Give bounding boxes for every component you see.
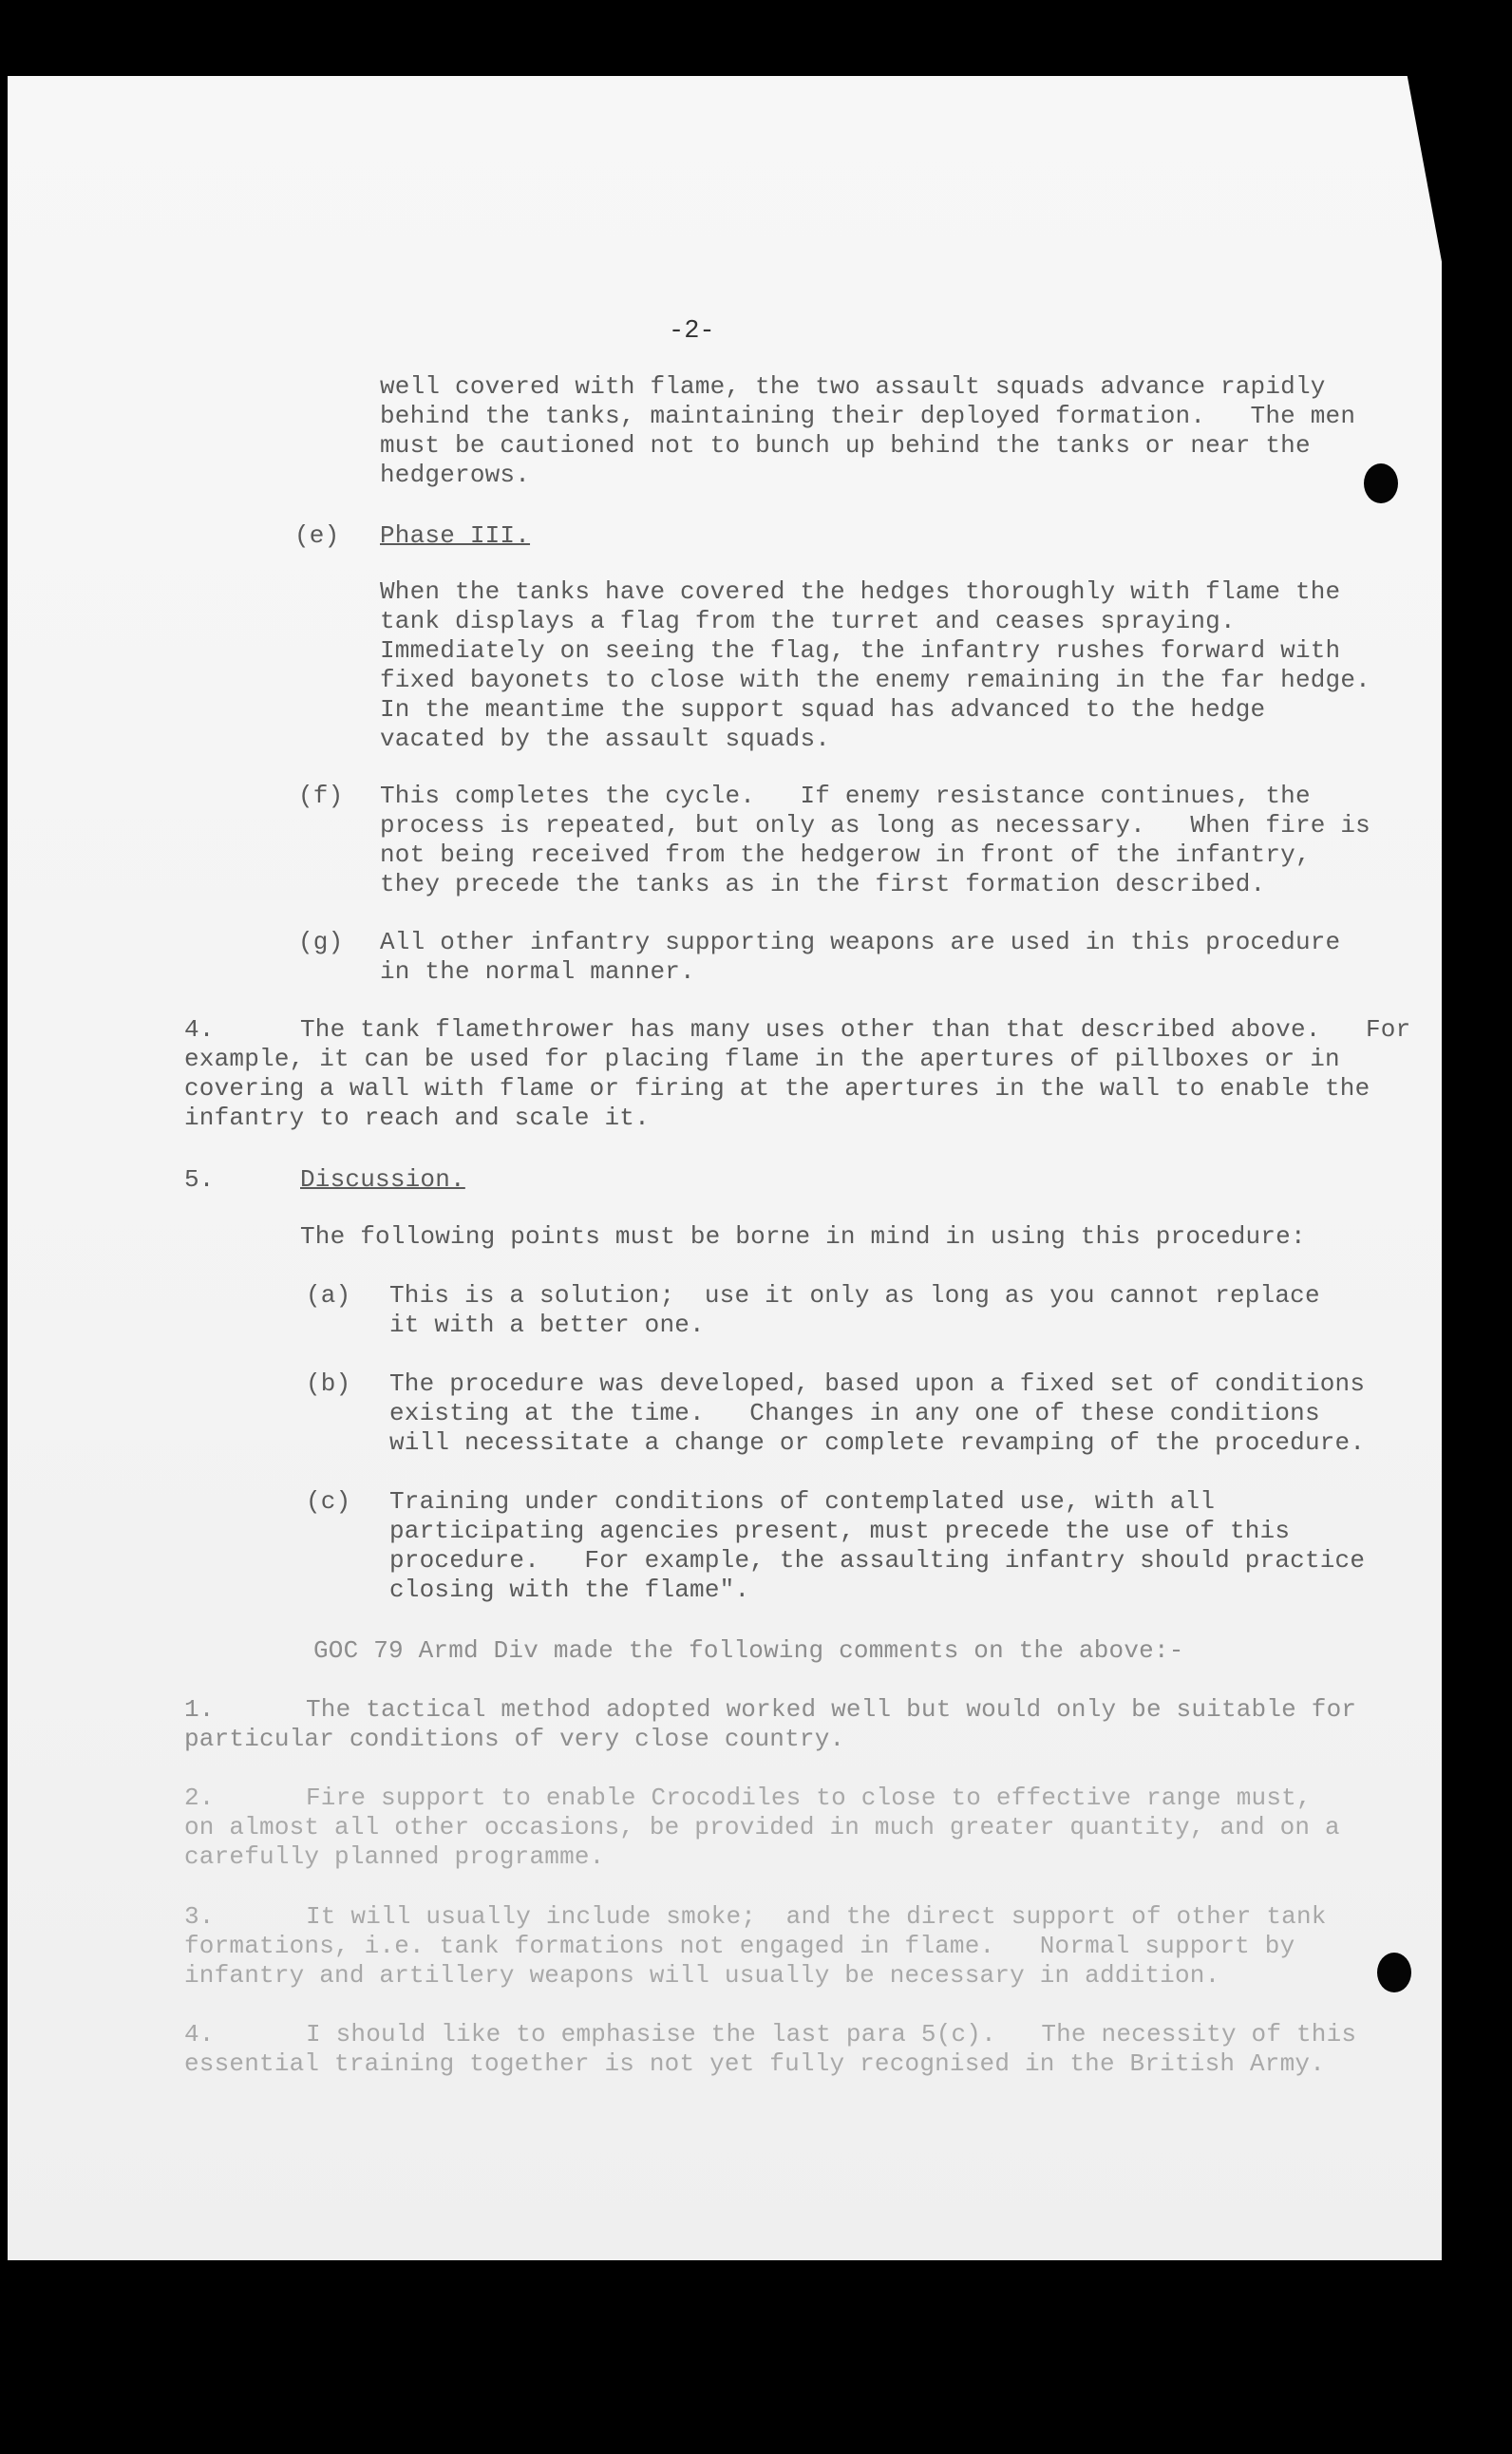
para-marker: 5. [184, 1165, 215, 1194]
text-line: The procedure was developed, based upon a fixed set of conditions [389, 1369, 1366, 1398]
item-marker: (f) [298, 782, 344, 810]
text-line: existing at the time. Changes in any one of these conditions [389, 1399, 1320, 1427]
text-line: it with a better one. [389, 1311, 705, 1339]
text-line: closing with the flame". [389, 1576, 750, 1604]
text-line: tank displays a flag from the turret and ceases spraying. [380, 607, 1236, 635]
text-line: not being received from the hedgerow in front of the infantry, [380, 840, 1311, 869]
item-marker: (a) [306, 1281, 351, 1310]
item-marker: (c) [306, 1487, 351, 1516]
text-line: participating agencies present, must precede the use of this [389, 1517, 1291, 1545]
page-number: -2- [669, 317, 715, 346]
item-marker: (b) [306, 1369, 351, 1398]
text-line: In the meantime the support squad has advanced to the hedge [380, 695, 1266, 724]
section-heading: Discussion. [300, 1165, 465, 1194]
text-line: This is a solution; use it only as long as you cannot replace [389, 1281, 1320, 1310]
text-line: infantry to reach and scale it. [184, 1104, 650, 1132]
text-line: When the tanks have covered the hedges thoroughly with flame the [380, 577, 1341, 606]
item-marker: (e) [294, 521, 340, 550]
text-line: example, it can be used for placing flame in the apertures of pillboxes or in [184, 1045, 1340, 1073]
text-line: All other infantry supporting weapons are used in this procedure [380, 928, 1341, 956]
text-line: infantry and artillery weapons will usually be necessary in addition. [184, 1961, 1220, 1990]
text-line: vacated by the assault squads. [380, 725, 831, 753]
para-marker: 4. [184, 2020, 215, 2048]
text-line: fixed bayonets to close with the enemy remaining in the far hedge. [380, 666, 1370, 694]
text-line: Training under conditions of contemplated use, with all [389, 1487, 1216, 1516]
text-line: will necessitate a change or complete revamping of the procedure. [389, 1428, 1366, 1457]
punch-hole [1364, 463, 1398, 503]
text-line: they precede the tanks as in the first formation described. [380, 870, 1266, 898]
para-marker: 1. [184, 1695, 215, 1724]
para-marker: 4. [184, 1015, 215, 1044]
text-line: carefully planned programme. [184, 1842, 605, 1871]
text-line: This completes the cycle. If enemy resistance continues, the [380, 782, 1311, 810]
text-line: behind the tanks, maintaining their deployed formation. The men [380, 402, 1356, 430]
text-line: I should like to emphasise the last para 5(c). The necessity of this [306, 2020, 1357, 2048]
text-line: It will usually include smoke; and the direct support of other tank [306, 1902, 1327, 1931]
text-line: The tank flamethrower has many uses other than that described above. For [300, 1015, 1411, 1044]
section-heading: Phase III. [380, 521, 531, 550]
text-line: particular conditions of very close country. [184, 1725, 845, 1753]
text-line: procedure. For example, the assaulting infantry should practice [389, 1546, 1366, 1575]
text-line: must be cautioned not to bunch up behind the tanks or near the [380, 431, 1311, 460]
text-line: process is repeated, but only as long as necessary. When fire is [380, 811, 1370, 840]
para-marker: 3. [184, 1902, 215, 1931]
item-marker: (g) [298, 928, 344, 956]
text-line: The tactical method adopted worked well but would only be suitable for [306, 1695, 1357, 1724]
text-line: Fire support to enable Crocodiles to close to effective range must, [306, 1784, 1312, 1812]
text-line: GOC 79 Armd Div made the following comments on the above:- [313, 1636, 1184, 1665]
text-line: essential training together is not yet fully recognised in the British Army. [184, 2049, 1325, 2078]
text-line: The following points must be borne in mind in using this procedure: [300, 1222, 1306, 1251]
text-line: on almost all other occasions, be provided in much greater quantity, and on a [184, 1813, 1340, 1841]
text-line: hedgerows. [380, 461, 531, 489]
text-line: covering a wall with flame or firing at the apertures in the wall to enable the [184, 1074, 1370, 1103]
text-line: in the normal manner. [380, 957, 695, 986]
text-line: Immediately on seeing the flag, the infantry rushes forward with [380, 636, 1341, 665]
text-line: well covered with flame, the two assault squads advance rapidly [380, 372, 1326, 401]
para-marker: 2. [184, 1784, 215, 1812]
punch-hole [1377, 1953, 1411, 1992]
text-line: formations, i.e. tank formations not engaged in flame. Normal support by [184, 1932, 1295, 1960]
